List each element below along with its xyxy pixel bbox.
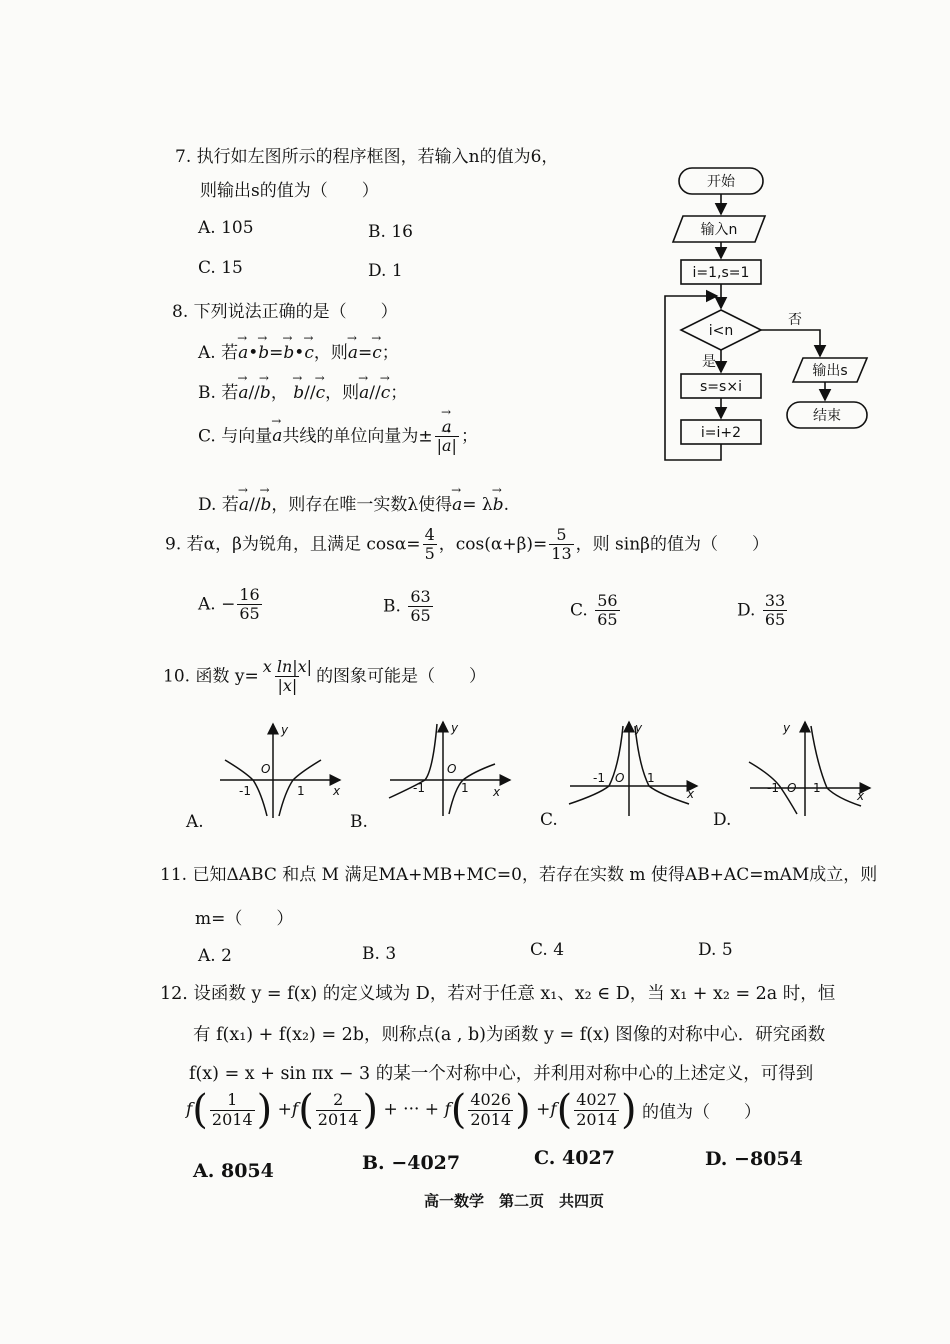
- option-letter: C.: [570, 600, 588, 621]
- q10-fraction: [261, 658, 314, 696]
- option-sign: −: [221, 594, 236, 615]
- q7-option-c: [198, 258, 243, 278]
- page-footer: 高一数学 第二页 共四页: [424, 1192, 605, 1210]
- option-text: = λ: [462, 495, 493, 515]
- option-text: 若: [221, 383, 239, 403]
- pos1-label: 1: [813, 781, 821, 795]
- q10-option-a: A.: [186, 812, 204, 832]
- q12-option-a: [193, 1160, 274, 1182]
- flowchart: [655, 160, 885, 470]
- option-text: //: [248, 383, 260, 403]
- sum-dots: + ··· +: [383, 1099, 440, 1120]
- option-text: //: [304, 383, 316, 403]
- option-letter: C.: [198, 426, 216, 447]
- neg1-label: -1: [593, 771, 605, 785]
- q12-number: 12.: [160, 984, 188, 1004]
- q12-text: 的值为（ ）: [641, 1102, 761, 1123]
- option-letter: D.: [368, 261, 387, 281]
- frac-num: 56: [597, 591, 618, 610]
- option-text: 1: [391, 261, 403, 281]
- option-text: 与向量: [221, 426, 273, 447]
- option-text: 3: [385, 944, 397, 964]
- neg1-label: -1: [413, 781, 425, 795]
- x-axis-label: x: [333, 784, 341, 798]
- q10-option-b: B.: [350, 812, 368, 832]
- option-letter: D.: [698, 940, 717, 960]
- option-text: //: [248, 495, 261, 515]
- q12-line2: 有 f(x₁) + f(x₂) = 2b，则称点(a , b)为函数 y = f(x) 图像的对称中心．研究函数: [193, 1025, 826, 1045]
- q11-option-d: [698, 940, 733, 960]
- origin-label: O: [261, 762, 271, 776]
- option-letter: C.: [534, 1147, 556, 1169]
- q12-option-c: [534, 1147, 615, 1169]
- q9-text: 若α，β为锐角，且满足 cosα=: [186, 534, 421, 555]
- option-text: 105: [221, 218, 254, 238]
- q12-option-d: [705, 1148, 803, 1170]
- q10-graph-b: [385, 718, 515, 818]
- q8-stem-line: [172, 297, 398, 322]
- q8-number: 8.: [172, 302, 189, 322]
- flow-step2-label: i=i+2: [700, 425, 742, 441]
- option-text: •: [294, 343, 305, 363]
- q8-option-c: C. 与向量→ a共线的单位向量为± → $\frac{a}{|\to a|}$ ；: [198, 418, 478, 456]
- q10-stem-line: [163, 658, 486, 696]
- q9-number: 9.: [165, 534, 182, 555]
- flow-init-label: i=1,s=1: [692, 265, 750, 281]
- option-letter: B.: [368, 222, 386, 242]
- pos1-label: 1: [297, 784, 305, 798]
- q8-stem: 下列说法正确的是（ ）: [193, 302, 398, 322]
- q12-text: 设函数 y = f(x) 的定义域为 D，若对于任意 x₁、x₂ ∈ D，当 x₁ + x₂ = 2a 时，恒: [193, 984, 836, 1004]
- q12-line3: f(x) = x + sin πx − 3 的某一个对称中心，并利用对称中心的上述定义，可得到: [189, 1064, 814, 1084]
- option-text: =: [358, 343, 373, 363]
- flow-start-label: 开始: [707, 174, 735, 190]
- unit-vector-fraction: → $\frac{a}{|\to a|}$: [435, 418, 459, 456]
- flow-yes-label: 是: [702, 354, 716, 370]
- frac-den: 65: [239, 604, 260, 624]
- q7-option-b: [368, 222, 413, 242]
- frac-den: 5: [424, 544, 435, 564]
- x-axis-label: x: [493, 785, 501, 799]
- option-letter: D.: [737, 600, 756, 621]
- q12-option-b: [362, 1152, 460, 1174]
- option-text: 16: [391, 222, 413, 242]
- q9-option-d: [737, 592, 789, 630]
- option-letter: A.: [193, 1160, 215, 1182]
- neg1-label: -1: [239, 784, 251, 798]
- frac-num: 5: [556, 525, 567, 544]
- pos1-label: 1: [647, 771, 655, 785]
- option-letter: C.: [530, 940, 548, 960]
- q10-number: 10.: [163, 666, 191, 687]
- option-text: ；: [381, 343, 399, 363]
- q11-line2: m=（ ）: [195, 909, 294, 929]
- option-letter: B.: [362, 944, 380, 964]
- option-text: 共线的单位向量为±: [282, 426, 433, 447]
- pos1-label: 1: [461, 781, 469, 795]
- option-text: ，则存在唯一实数λ使得: [271, 495, 453, 515]
- frac-den: |x|: [277, 676, 298, 696]
- frac-den: 13: [551, 544, 572, 564]
- q7-option-a: [198, 218, 254, 238]
- q8-option-a: A. 若→ a•→ b=→ b•→ c，则→ a=→ c；: [198, 338, 399, 363]
- q11-number: 11.: [160, 865, 188, 885]
- q10-graph-d: [745, 718, 875, 818]
- q9-option-b: [383, 588, 435, 626]
- frac-den: 2014: [470, 1109, 512, 1129]
- option-letter: A.: [198, 343, 216, 363]
- option-letter: D.: [198, 495, 217, 515]
- frac-num: 33: [764, 591, 786, 610]
- option-text: =: [269, 343, 284, 363]
- q7-number: 7.: [175, 147, 192, 167]
- frac-num: 63: [410, 587, 431, 606]
- flow-output-label: 输出s: [812, 363, 848, 379]
- neg1-label: -1: [767, 781, 779, 795]
- option-text: //: [369, 383, 381, 403]
- frac-num: x ln|x|: [262, 657, 313, 676]
- option-letter: B.: [198, 383, 216, 403]
- option-letter: B.: [362, 1152, 385, 1174]
- option-letter: C.: [198, 258, 216, 278]
- flow-input-label: 输入n: [700, 222, 738, 238]
- q9-text: ，cos(α+β)=: [438, 534, 548, 555]
- option-text: ；: [390, 383, 408, 403]
- option-text: −4027: [391, 1152, 461, 1174]
- option-text: 5: [721, 940, 733, 960]
- q9-option-a: [198, 586, 264, 624]
- q11-text: 已知ΔABC 和点 M 满足MA+MB+MC=0，若存在实数 m 使得AB+AC=mAM成立，则: [192, 865, 878, 885]
- option-text: 若: [221, 343, 239, 363]
- x-axis-label: x: [857, 789, 865, 803]
- q9-stem-line: [165, 526, 769, 564]
- q10-option-d: D.: [713, 810, 732, 830]
- frac-num: 2: [333, 1090, 344, 1110]
- option-text: −8054: [734, 1148, 803, 1170]
- frac-num: 4026: [470, 1090, 512, 1110]
- q11-line1: [160, 860, 877, 885]
- q8-option-d: D. 若→ a//→ b，则存在唯一实数λ使得→ a= λ→ b.: [198, 490, 509, 515]
- q10-graph-a: [215, 720, 345, 820]
- q7-option-d: [368, 261, 403, 281]
- y-axis-label: y: [281, 723, 289, 737]
- option-text: ，则: [325, 383, 360, 403]
- frac-den: 65: [410, 606, 431, 626]
- x-axis-label: x: [687, 787, 695, 801]
- frac-den: 65: [764, 610, 786, 630]
- option-text: 4027: [562, 1147, 615, 1169]
- q9-frac2: [549, 526, 573, 564]
- q7-line2: 则输出s的值为（ ）: [200, 181, 379, 201]
- q11-option-b: [362, 944, 396, 964]
- q10-text: 的图象可能是（ ）: [316, 666, 487, 687]
- option-letter: A.: [198, 946, 216, 966]
- q7-stem: 执行如左图所示的程序框图，若输入n的值为6，: [196, 147, 559, 167]
- option-text: 4: [553, 940, 565, 960]
- flow-step1-label: s=s×i: [700, 379, 742, 395]
- frac-den: 2014: [317, 1109, 359, 1129]
- q9-text: ，则 sinβ的值为（ ）: [575, 534, 769, 555]
- q12-sum-expression: f( $\frac{1}{2014}$ ) +f( $\frac{2}{2014}$ ) + ··· + f( $\frac{4026}{2014}$ ) +f( $\frac{4027}{2014}$ ) 的值为（ ）: [186, 1087, 761, 1133]
- option-text: 若: [221, 495, 239, 515]
- frac-den: 2014: [211, 1109, 253, 1129]
- frac-num: 4027: [576, 1090, 617, 1110]
- frac-num: 4: [424, 525, 435, 544]
- q7-line1: [175, 142, 558, 167]
- q10-graph-c: [565, 718, 705, 818]
- flow-cond-label: i<n: [708, 323, 734, 339]
- frac-num: 16: [239, 585, 260, 604]
- q8-option-b: B. 若→ a//→ b， → b//→ c，则→ a//→ c；: [198, 378, 407, 403]
- option-letter: D.: [705, 1148, 728, 1170]
- q11-option-a: [198, 946, 232, 966]
- q9-option-c: [570, 592, 622, 630]
- q10-text: 函数 y=: [195, 666, 259, 687]
- option-letter: A.: [198, 594, 216, 615]
- frac-num: 1: [227, 1090, 238, 1110]
- flow-no-label: 否: [788, 312, 802, 328]
- q9-frac1: [423, 526, 437, 564]
- option-text: •: [248, 343, 259, 363]
- frac-den: 65: [597, 610, 618, 630]
- q12-line1: [160, 980, 835, 1005]
- option-text: 2: [221, 946, 232, 966]
- origin-label: O: [447, 762, 457, 776]
- y-axis-label: y: [783, 721, 791, 735]
- origin-label: O: [787, 781, 797, 795]
- option-text: .: [503, 495, 509, 515]
- q11-option-c: [530, 940, 564, 960]
- q10-option-c: C.: [540, 810, 558, 830]
- option-letter: B.: [383, 596, 401, 617]
- option-text: ；: [460, 426, 478, 447]
- option-text: ，则: [313, 343, 348, 363]
- flow-end-label: 结束: [813, 408, 841, 424]
- origin-label: O: [615, 771, 625, 785]
- option-letter: A.: [198, 218, 216, 238]
- option-text: 8054: [220, 1160, 274, 1182]
- y-axis-label: y: [451, 721, 459, 735]
- frac-den: 2014: [576, 1109, 617, 1129]
- y-axis-label: y: [635, 721, 643, 735]
- option-text: 15: [221, 258, 243, 278]
- option-text: ，: [270, 383, 288, 403]
